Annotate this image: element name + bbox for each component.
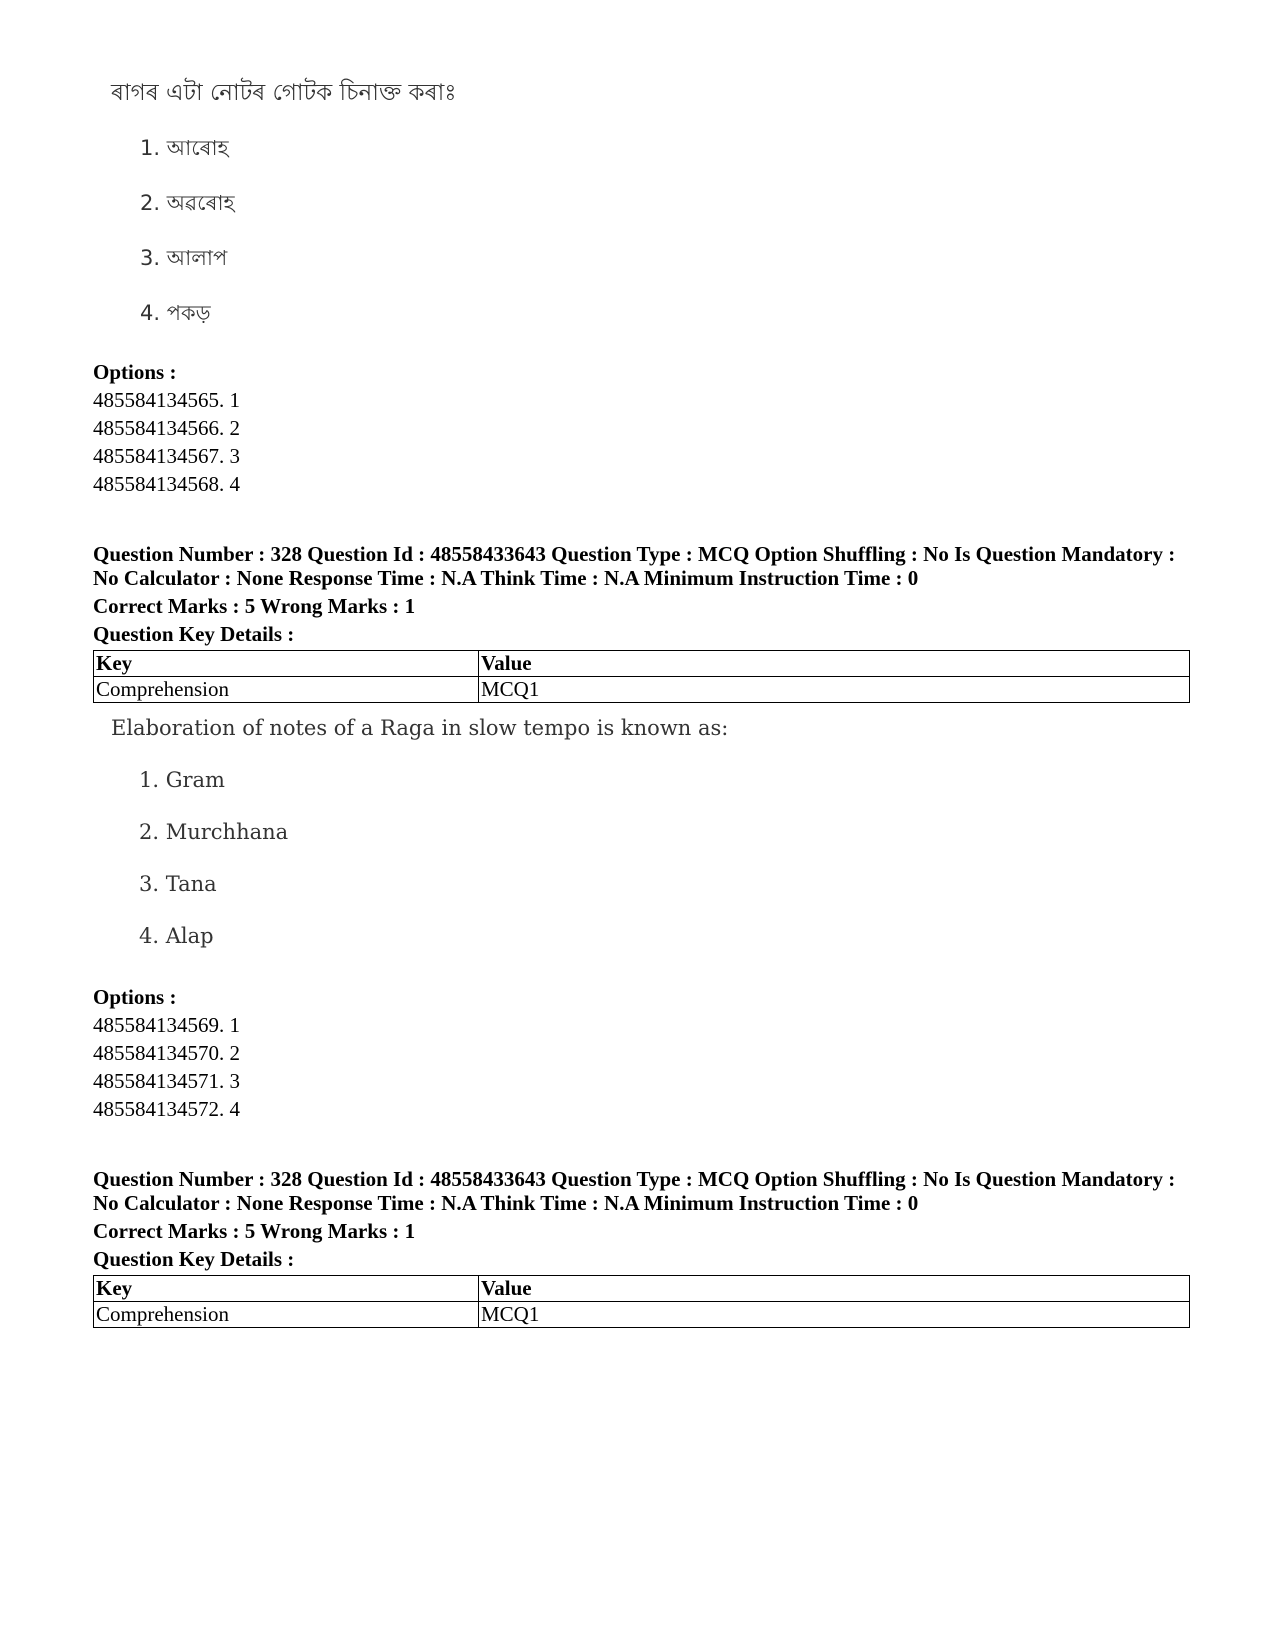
- question-meta-block-1: [93, 542, 1193, 703]
- option-item: 485584134570. 2: [93, 1041, 240, 1065]
- option-item: 485584134566. 2: [93, 416, 240, 440]
- option-item: 485584134568. 4: [93, 472, 240, 496]
- option-item: 485584134567. 3: [93, 444, 240, 468]
- question-b-choice: 3. Tana: [139, 872, 217, 896]
- question-b-choice: 4. Alap: [139, 924, 214, 948]
- table-header-key: Key: [94, 1276, 479, 1302]
- table-row: [94, 1302, 1190, 1328]
- question-b-choice: 2. Murchhana: [139, 820, 289, 844]
- question-a-choice: 2. অৱৰোহ: [140, 191, 235, 215]
- key-details-table: [93, 1275, 1190, 1328]
- meta-line-2: No Calculator : None Response Time : N.A Think Time : N.A Minimum Instruction Time : 0: [93, 566, 919, 590]
- option-item: 485584134565. 1: [93, 388, 240, 412]
- meta-line-2: No Calculator : None Response Time : N.A Think Time : N.A Minimum Instruction Time : 0: [93, 1191, 919, 1215]
- options-heading: Options :: [93, 360, 177, 384]
- options-list-b: [93, 983, 240, 1123]
- option-item: 485584134572. 4: [93, 1097, 240, 1121]
- table-row: [94, 677, 1190, 703]
- table-cell-value: MCQ1: [479, 1302, 1190, 1328]
- marks-line: Correct Marks : 5 Wrong Marks : 1: [93, 1219, 416, 1243]
- table-header-value: Value: [479, 1276, 1190, 1302]
- question-a-stem: ৰাগৰ এটা নোটৰ গোটক চিনাক্ত কৰাঃ: [111, 80, 457, 106]
- table-header-row: [94, 651, 1190, 677]
- question-meta-block-2: [93, 1167, 1193, 1328]
- question-a-image: [111, 78, 457, 108]
- options-heading: Options :: [93, 985, 177, 1009]
- option-item: 485584134569. 1: [93, 1013, 240, 1037]
- key-details-heading: Question Key Details :: [93, 622, 295, 646]
- table-header-key: Key: [94, 651, 479, 677]
- meta-line-1: Question Number : 328 Question Id : 48558433643 Question Type : MCQ Option Shuffling : No Is Question Mandatory :: [93, 1167, 1176, 1191]
- key-details-heading: Question Key Details :: [93, 1247, 295, 1271]
- marks-line: Correct Marks : 5 Wrong Marks : 1: [93, 594, 416, 618]
- options-list-a: [93, 358, 240, 498]
- table-cell-value: MCQ1: [479, 677, 1190, 703]
- table-header-value: Value: [479, 651, 1190, 677]
- question-a-choice: 1. আৰোহ: [140, 136, 229, 160]
- meta-line-1: Question Number : 328 Question Id : 48558433643 Question Type : MCQ Option Shuffling : No Is Question Mandatory :: [93, 542, 1176, 566]
- question-b-choice: 1. Gram: [139, 768, 225, 792]
- table-header-row: [94, 1276, 1190, 1302]
- table-cell-key: Comprehension: [94, 1302, 479, 1328]
- key-details-table: [93, 650, 1190, 703]
- table-cell-key: Comprehension: [94, 677, 479, 703]
- question-b-stem: Elaboration of notes of a Raga in slow tempo is known as:: [111, 716, 729, 740]
- option-item: 485584134571. 3: [93, 1069, 240, 1093]
- question-a-choice: 3. আলাপ: [140, 246, 228, 270]
- question-a-choice: 4. পকড়: [140, 301, 211, 325]
